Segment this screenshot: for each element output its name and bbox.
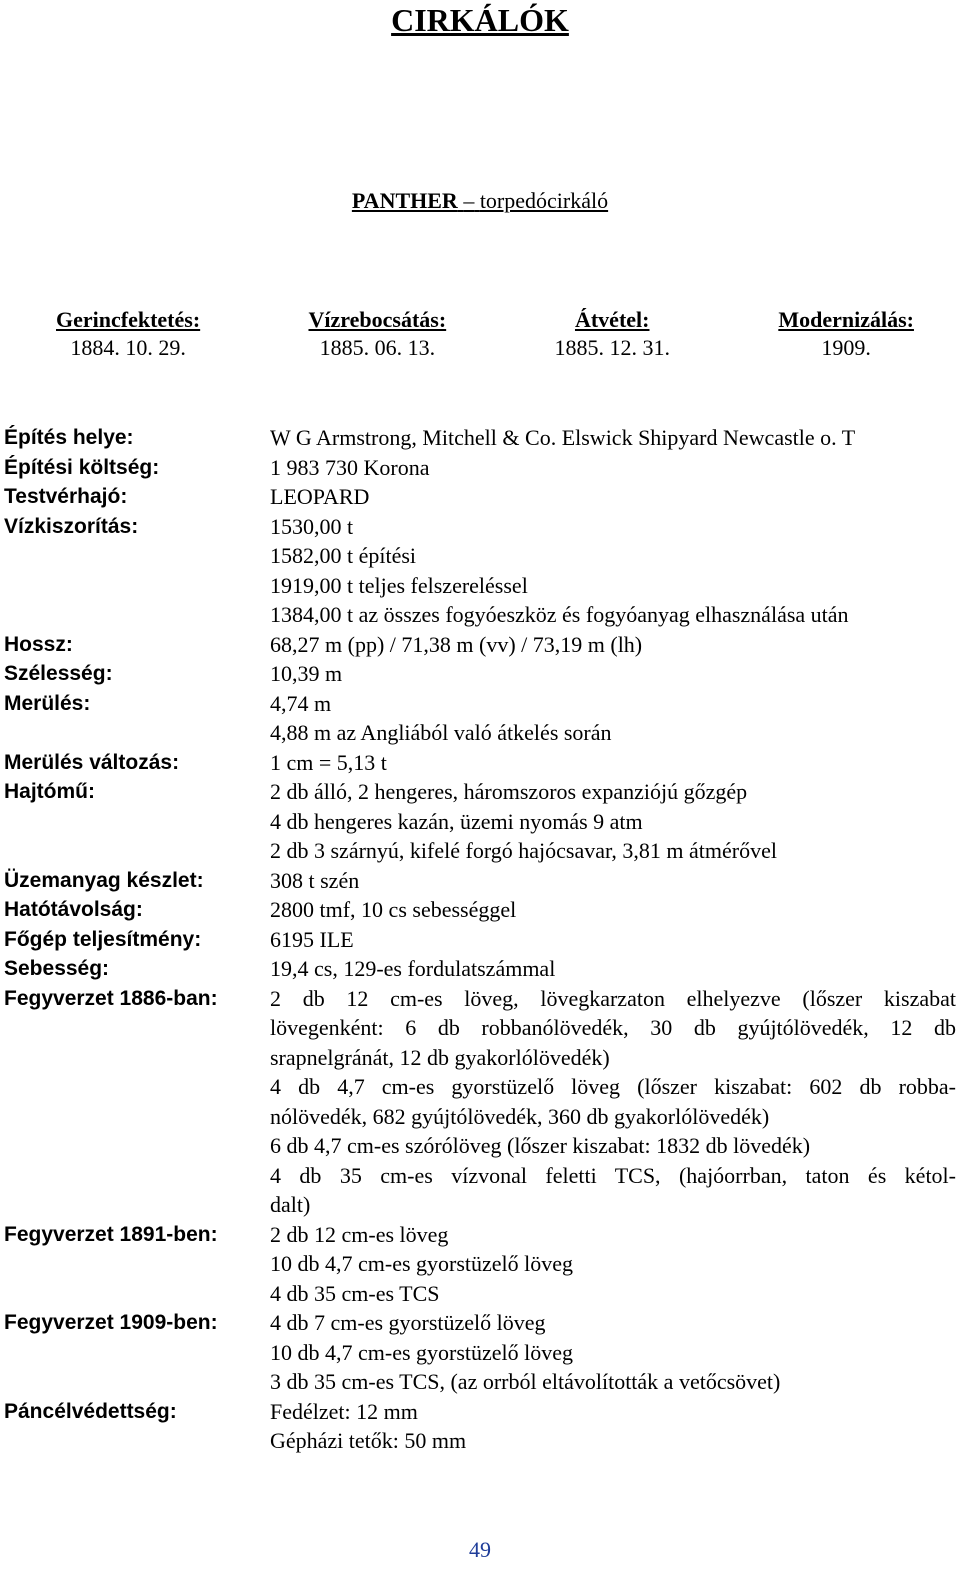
spec-values bbox=[270, 1308, 956, 1397]
spec-row bbox=[4, 423, 956, 453]
spec-value-line: 3 db 35 cm-es TCS, (az orrból eltávolították a vetőcsövet) bbox=[270, 1369, 781, 1394]
spec-row bbox=[4, 630, 956, 660]
spec-label: Főgép teljesítmény: bbox=[4, 927, 202, 951]
spec-value-line: Fedélzet: 12 mm bbox=[270, 1398, 418, 1424]
spec-row bbox=[4, 453, 956, 483]
date-label: Átvétel: bbox=[574, 307, 650, 332]
spec-row bbox=[4, 1308, 956, 1397]
spec-values bbox=[270, 630, 956, 660]
spec-value-line: 6 db 4,7 cm-es szórólöveg (lőszer kiszabat: 1832 db lövedék) bbox=[270, 1133, 811, 1158]
spec-row bbox=[4, 866, 956, 896]
spec-value-line: 10 db 4,7 cm-es gyorstüzelő löveg bbox=[270, 1251, 574, 1276]
spec-values bbox=[270, 748, 956, 778]
spec-value-line: 19,4 cs, 129-es fordulatszámmal bbox=[270, 956, 556, 981]
spec-value-line: lövegenként: 6 db robbanólövedék, 30 db gyújtólövedék, 12 db bbox=[270, 1015, 956, 1040]
spec-row bbox=[4, 1397, 956, 1456]
spec-value-line: 4 db 35 cm-es TCS bbox=[270, 1280, 440, 1306]
spec-values bbox=[270, 512, 956, 630]
spec-label: Építési költség: bbox=[4, 455, 160, 479]
date-value: 1885. 06. 13. bbox=[319, 335, 436, 360]
spec-value-line: 1384,00 t az összes fogyóeszköz és fogyóanyag elhasználása után bbox=[270, 602, 849, 627]
spec-value-line: 2 db 12 cm-es löveg bbox=[270, 1221, 449, 1247]
spec-row bbox=[4, 925, 956, 955]
spec-label: Páncélvédettség: bbox=[4, 1399, 177, 1423]
spec-value-line: 4,88 m az Angliából való átkelés során bbox=[270, 720, 612, 745]
spec-label: Építés helye: bbox=[4, 426, 134, 449]
spec-value-line: Gépházi tetők: 50 mm bbox=[270, 1428, 467, 1453]
spec-value-line: 10 db 4,7 cm-es gyorstüzelő löveg bbox=[270, 1339, 574, 1365]
spec-value-line: 1530,00 t bbox=[270, 513, 354, 539]
spec-value-line: srapnelgránát, 12 db gyakorlólövedék) bbox=[270, 1044, 610, 1070]
spec-row bbox=[4, 984, 956, 1220]
spec-values bbox=[270, 895, 956, 925]
spec-value-line: 2 db 3 szárnyú, kifelé forgó hajócsavar, 3,81 m átmérővel bbox=[270, 838, 777, 863]
date-keel-laying bbox=[56, 306, 200, 362]
spec-value-line: 1 cm = 5,13 t bbox=[270, 749, 387, 775]
spec-row bbox=[4, 748, 956, 778]
spec-row bbox=[4, 1220, 956, 1309]
spec-label: Fegyverzet 1909-ben: bbox=[4, 1311, 218, 1334]
spec-row bbox=[4, 689, 956, 748]
ship-separator: – bbox=[463, 188, 475, 213]
spec-label: Merülés: bbox=[4, 691, 91, 715]
spec-value-line: nólövedék, 682 gyújtólövedék, 360 db gyakorlólövedék) bbox=[270, 1103, 770, 1129]
spec-value-line: 4 db 7 cm-es gyorstüzelő löveg bbox=[270, 1310, 546, 1335]
spec-values bbox=[270, 1397, 956, 1456]
date-label: Modernizálás: bbox=[778, 307, 914, 332]
spec-values bbox=[270, 925, 956, 955]
spec-value-line: 1 983 730 Korona bbox=[270, 454, 430, 480]
spec-value-line: 68,27 m (pp) / 71,38 m (vv) / 73,19 m (lh) bbox=[270, 631, 643, 657]
dates-row bbox=[56, 306, 914, 362]
spec-value-line: 4 db 4,7 cm-es gyorstüzelő löveg (lőszer kiszabat: 602 db robba- bbox=[270, 1074, 956, 1099]
spec-row bbox=[4, 482, 956, 512]
spec-value-line: 10,39 m bbox=[270, 661, 343, 686]
date-label: Gerincfektetés: bbox=[56, 307, 201, 332]
date-launch bbox=[308, 306, 446, 362]
spec-values bbox=[270, 954, 956, 984]
spec-value-line: LEOPARD bbox=[270, 484, 370, 509]
spec-label: Hatótávolság: bbox=[4, 898, 143, 921]
spec-label: Hossz: bbox=[4, 632, 73, 656]
spec-label: Merülés változás: bbox=[4, 750, 180, 774]
spec-label: Testvérhajó: bbox=[4, 485, 128, 508]
spec-row bbox=[4, 895, 956, 925]
spec-value-line: 4 db 35 cm-es vízvonal feletti TCS, (hajóorrban, taton és kétol- bbox=[270, 1162, 956, 1188]
spec-table bbox=[4, 423, 956, 1456]
page-title: CIRKÁLÓK bbox=[391, 2, 569, 38]
spec-label: Fegyverzet 1886-ban: bbox=[4, 986, 218, 1010]
spec-row bbox=[4, 659, 956, 689]
spec-value-line: 308 t szén bbox=[270, 867, 360, 893]
date-modernization bbox=[778, 306, 914, 362]
spec-label: Sebesség: bbox=[4, 957, 110, 980]
spec-values bbox=[270, 689, 956, 748]
spec-label: Üzemanyag készlet: bbox=[4, 868, 204, 892]
spec-value-line: 2 db álló, 2 hengeres, háromszoros expanziójú gőzgép bbox=[270, 779, 748, 804]
spec-values bbox=[270, 659, 956, 689]
spec-value-line: dalt) bbox=[270, 1192, 311, 1217]
spec-value-line: 6195 ILE bbox=[270, 926, 354, 952]
spec-values bbox=[270, 777, 956, 866]
spec-values bbox=[270, 482, 956, 512]
ship-name: PANTHER bbox=[351, 188, 458, 213]
spec-values bbox=[270, 866, 956, 896]
spec-row bbox=[4, 954, 956, 984]
spec-label: Fegyverzet 1891-ben: bbox=[4, 1222, 218, 1246]
spec-row bbox=[4, 777, 956, 866]
spec-values bbox=[270, 453, 956, 483]
spec-label: Vízkiszorítás: bbox=[4, 514, 139, 538]
spec-value-line: 1582,00 t építési bbox=[270, 543, 417, 568]
date-value: 1885. 12. 31. bbox=[554, 335, 670, 360]
spec-row bbox=[4, 512, 956, 630]
date-acceptance bbox=[554, 306, 670, 362]
spec-value-line: 2800 tmf, 10 cs sebességgel bbox=[270, 897, 517, 922]
spec-value-line: 4 db hengeres kazán, üzemi nyomás 9 atm bbox=[270, 808, 643, 834]
spec-label: Szélesség: bbox=[4, 662, 113, 685]
spec-values bbox=[270, 423, 956, 453]
ship-heading bbox=[0, 186, 960, 216]
date-value: 1909. bbox=[821, 335, 871, 360]
spec-values bbox=[270, 984, 956, 1220]
date-value: 1884. 10. 29. bbox=[70, 335, 186, 360]
page-number: 49 bbox=[469, 1537, 491, 1562]
date-label: Vízrebocsátás: bbox=[308, 307, 447, 332]
spec-value-line: 1919,00 t teljes felszereléssel bbox=[270, 572, 528, 598]
spec-value-line: 2 db 12 cm-es löveg, lövegkarzaton elhelyezve (lőszer kiszabat bbox=[270, 985, 956, 1011]
ship-type: torpedócirkáló bbox=[479, 188, 609, 213]
spec-values bbox=[270, 1220, 956, 1309]
spec-label: Hajtómű: bbox=[4, 780, 95, 803]
spec-value-line: 4,74 m bbox=[270, 690, 332, 716]
spec-value-line: W G Armstrong, Mitchell & Co. Elswick Shipyard Newcastle o. T bbox=[270, 425, 856, 450]
